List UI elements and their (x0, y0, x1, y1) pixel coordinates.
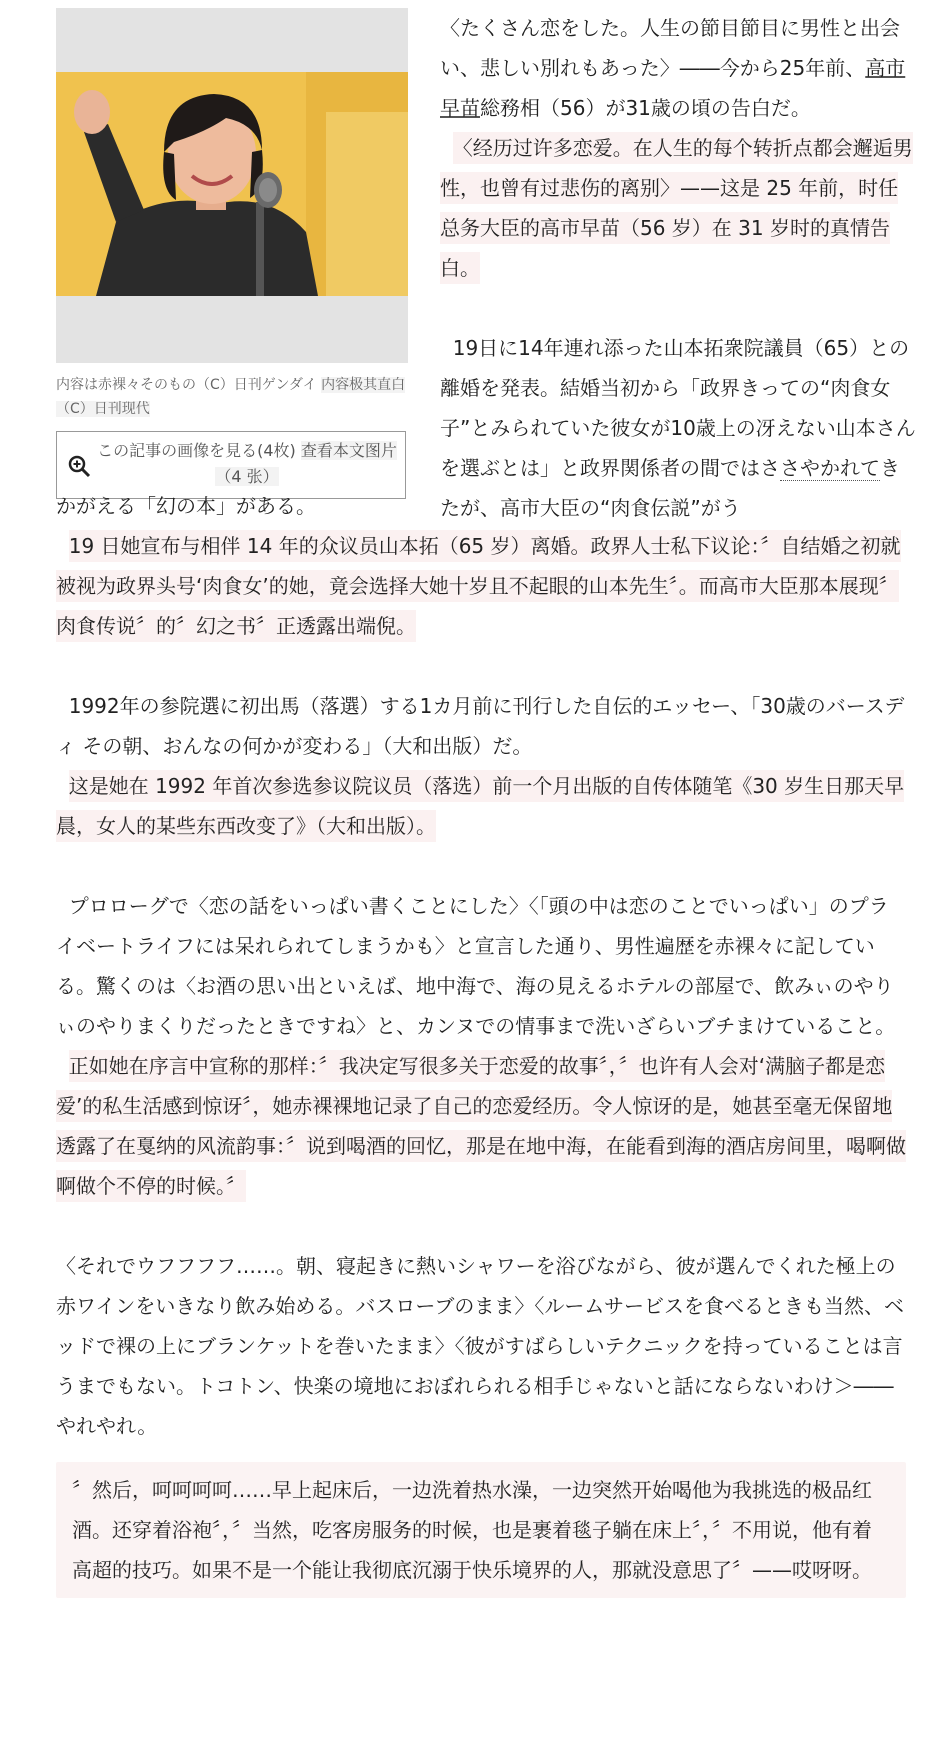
view-images-label-jp: この記事の画像を見る(4枚) (97, 441, 296, 460)
paragraph-3-jp (56, 686, 906, 766)
paragraph-5-cn-text: 〞然后，呵呵呵呵……早上起床后，一边洗着热水澡，一边突然开始喝他为我挑选的极品红酒。还穿着浴袍〞，〞当然，吃客房服务的时候，也是裹着毯子躺在床上〞，〞不用说，他有着高超的技巧。如果不是一个能让我彻底沉溺于快乐境界的人，那就没意思了〞——哎呀呀。 (72, 1478, 872, 1582)
view-images-label-cn: 查看本文图片（4 张） (215, 441, 397, 486)
paragraph-1-cn (440, 128, 916, 288)
photo-frame[interactable] (56, 8, 408, 363)
paragraph-3-jp-text: 1992年の参院選に初出馬（落選）する1カ月前に刊行した自伝的エッセー、「30歳のバースディ その朝、おんなの何かが変わる」（大和出版）だ。 (56, 694, 905, 758)
paragraph-4-cn (56, 1046, 906, 1206)
paragraph-1-jp-text-b: 総務相（56）が31歳の頃の告白だ。 (480, 96, 811, 120)
view-images-label (97, 438, 397, 490)
paragraph-5-jp-text: 〈それでウフフフフ……。朝、寝起きに熱いシャワーを浴びながら、彼が選んでくれた極上の赤ワインをいきなり飲み始める。バスローブのまま〉〈ルームサービスを食べるときも当然、ベッドで裸の上にブランケットを巻いたまま〉〈彼がすばらしいテクニックを持っていることは言うまでもない。トコトン、快楽の境地におぼれられる相手じゃないと話にならないわけ＞――やれやれ。 (56, 1254, 904, 1438)
photo-caption (56, 373, 408, 421)
paragraph-2-jp-text: 19日に14年連れ添った山本拓衆院議員（65）との離婚を発表。結婚当初から「政界きっての“肉食女子”とみられていた彼女が10歳上の冴えない山本さんを選ぶとは」と政界関係者の間ではさ (440, 336, 916, 480)
text-right-column (440, 8, 916, 528)
photo-illustration (56, 72, 408, 296)
paragraph-4-jp-text: プロローグで〈恋の話をいっぱい書くことにした〉〈「頭の中は恋のことでいっぱい」のプライベートライフには呆れられてしまうかも〉と宣言した通り、男性遍歴を赤裸々に記している。驚くのは〈お酒の思い出といえば、地中海で、海の見えるホテルの部屋で、飲みぃのやりぃのやりまくりだったときですね〉と、カンヌでの情事まで洗いざらいブチまけていること。 (56, 894, 896, 1038)
paragraph-2-cn (56, 526, 906, 646)
paragraph-2-jp-cont: かがえる「幻の本」がある。 (56, 494, 316, 518)
paragraph-3-cn (56, 766, 906, 846)
article-photo[interactable] (56, 72, 408, 296)
paragraph-1-cn-text: 〈经历过许多恋爱。在人生的每个转折点都会邂逅男性，也曾有过悲伤的离别〉——这是 25 年前，时任总务大臣的高市早苗（56 岁）在 31 岁时的真情告白。 (440, 132, 913, 284)
paragraph-4-jp (56, 886, 906, 1046)
zoom-in-icon (67, 454, 91, 478)
caption-cn: 内容极其直白（C）日刊现代 (56, 377, 406, 417)
paragraph-5-jp (56, 1246, 906, 1446)
paragraph-1-jp-text: 〈たくさん恋をした。人生の節目節目に男性と出会い、悲しい別れもあった〉――今から25年前、 (440, 16, 900, 80)
paragraph-2-cn-text: 19 日她宣布与相伴 14 年的众议员山本拓（65 岁）离婚。政界人士私下议论：〞自结婚之初就被视为政界头号‘肉食女’的她，竟会选择大她十岁且不起眼的山本先生〞。而高市大臣那本展现〞肉食传说〞的〞幻之书〞正透露出端倪。 (56, 530, 901, 642)
paragraph-5-cn-box (56, 1462, 906, 1598)
dotted-underline-text[interactable]: さやかれて (780, 456, 880, 480)
article-figure (56, 8, 408, 499)
takaichi-name-link[interactable]: 高市早苗 (440, 56, 906, 120)
paragraph-4-cn-text: 正如她在序言中宣称的那样：〞我决定写很多关于恋爱的故事〞，〞也许有人会对‘满脑子都是恋爱’的私生活感到惊讶〞，她赤裸裸地记录了自己的恋爱经历。令人惊讶的是，她甚至毫无保留地透露了在戛纳的风流韵事：〞说到喝酒的回忆，那是在地中海，在能看到海的酒店房间里，喝啊做啊做个不停的时候。〞 (56, 1050, 906, 1202)
paragraph-3-cn-text: 这是她在 1992 年首次参选参议院议员（落选）前一个月出版的自传体随笔《30 岁生日那天早晨，女人的某些东西改变了》（大和出版）。 (56, 770, 904, 842)
paragraph-1-jp (440, 8, 916, 128)
text-full-width (56, 486, 906, 1446)
caption-jp: 内容は赤裸々そのもの（C）日刊ゲンダイ (56, 377, 317, 393)
paragraph-2-jp-text-b: きたが、高市大臣の“肉食伝説”がう (440, 456, 900, 520)
